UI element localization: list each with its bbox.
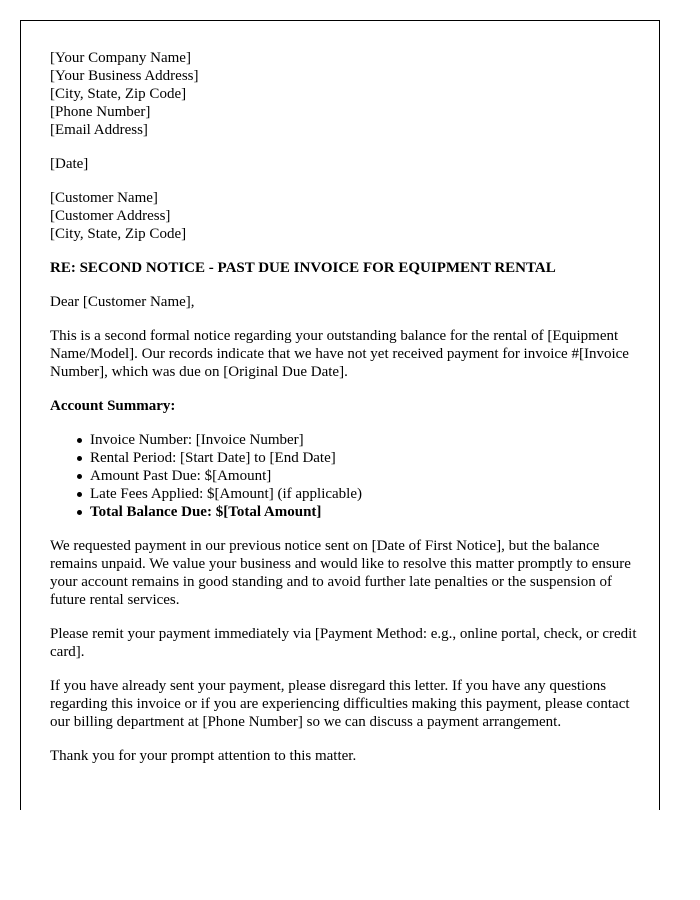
letter-body [50, 49, 640, 781]
closing-line: Thank you for your prompt attention to this matter. [50, 748, 357, 764]
letter-page [20, 20, 660, 810]
sender-email: [Email Address] [50, 122, 148, 138]
summary-item-late-fees: Late Fees Applied: $[Amount] (if applicable) [90, 485, 640, 503]
intro-paragraph: This is a second formal notice regarding your outstanding balance for the rental of [Equipment Name/Model]. Our records indicate that we have not yet received payment for invoice #[Invoice Number], which was due on [Original Due Date]. [50, 328, 629, 380]
date-block [50, 155, 640, 173]
account-summary-list [50, 431, 640, 521]
summary-item-invoice-number: Invoice Number: [Invoice Number] [90, 431, 640, 449]
recipient-address: [Customer Address] [50, 208, 171, 224]
summary-item-rental-period: Rental Period: [Start Date] to [End Date] [90, 449, 640, 467]
account-summary-heading: Account Summary: [50, 398, 176, 414]
recipient-block [50, 189, 640, 243]
sender-phone: [Phone Number] [50, 104, 151, 120]
sender-block [50, 49, 640, 139]
summary-item-amount-past-due: Amount Past Due: $[Amount] [90, 467, 640, 485]
salutation: Dear [Customer Name], [50, 294, 195, 310]
recipient-city-state-zip: [City, State, Zip Code] [50, 226, 187, 242]
paragraph-contact-billing: If you have already sent your payment, please disregard this letter. If you have any questions regarding this invoice or if you are experiencing difficulties making this payment, please contact our billing department at [Phone Number] so we can discuss a payment arrangement. [50, 678, 630, 730]
paragraph-previous-notice: We requested payment in our previous notice sent on [Date of First Notice], but the balance remains unpaid. We value your business and would like to resolve this matter promptly to ensure your account remains in good standing and to avoid further late penalties or the suspension of future rental services. [50, 538, 631, 608]
paragraph-payment-method: Please remit your payment immediately via [Payment Method: e.g., online portal, check, or credit card]. [50, 626, 637, 660]
recipient-name: [Customer Name] [50, 190, 158, 206]
letter-date: [Date] [50, 156, 89, 172]
subject-line: RE: SECOND NOTICE - PAST DUE INVOICE FOR EQUIPMENT RENTAL [50, 260, 556, 276]
sender-city-state-zip: [City, State, Zip Code] [50, 86, 187, 102]
summary-item-total-balance: Total Balance Due: $[Total Amount] [90, 503, 640, 521]
sender-address: [Your Business Address] [50, 68, 199, 84]
sender-company-name: [Your Company Name] [50, 50, 191, 66]
